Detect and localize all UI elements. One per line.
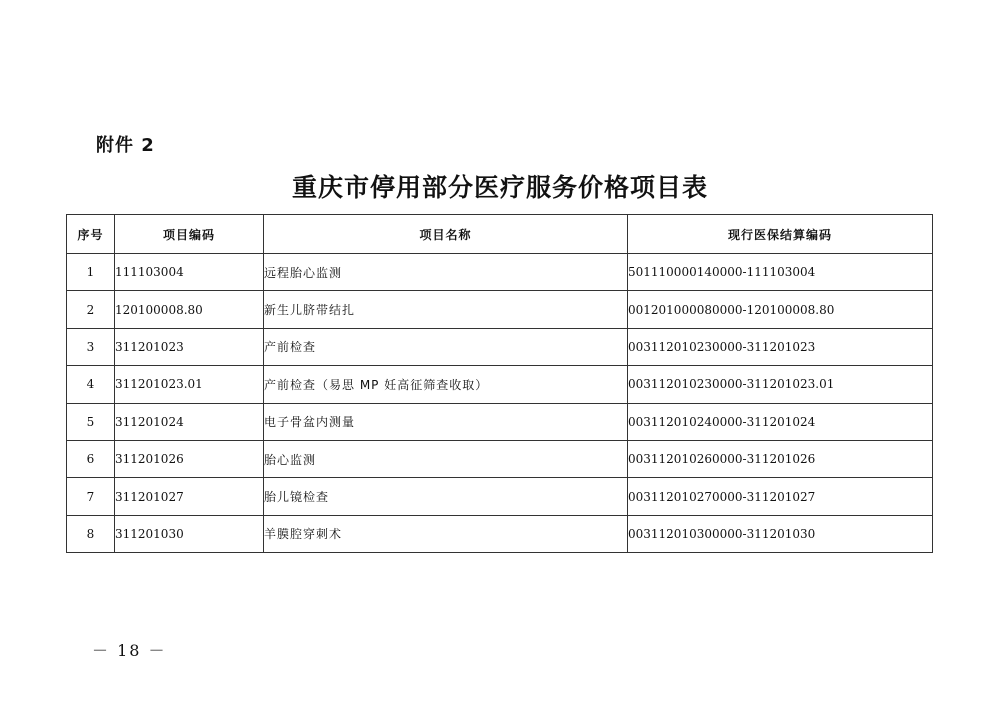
- table-row: [67, 291, 933, 328]
- cell-insurance-code: 003112010240000-311201024: [628, 403, 933, 440]
- cell-name: 胎儿镜检查: [264, 478, 628, 515]
- cell-insurance-code: 003112010270000-311201027: [628, 478, 933, 515]
- cell-code: 311201024: [115, 403, 264, 440]
- cell-insurance-code: 501110000140000-111103004: [628, 254, 933, 291]
- cell-name: 产前检查（易思 MP 妊高征筛查收取）: [264, 366, 628, 403]
- column-header-seq: 序号: [67, 215, 115, 254]
- column-header-name: 项目名称: [264, 215, 628, 254]
- cell-seq: 3: [67, 328, 115, 365]
- column-header-code: 项目编码: [115, 215, 264, 254]
- cell-name: 产前检查: [264, 328, 628, 365]
- table-row: [67, 440, 933, 477]
- cell-code: 311201023: [115, 328, 264, 365]
- table-row: [67, 403, 933, 440]
- price-items-table: [66, 214, 933, 553]
- cell-name: 胎心监测: [264, 440, 628, 477]
- cell-code: 311201026: [115, 440, 264, 477]
- table-row: [67, 328, 933, 365]
- column-header-insurance-code: 现行医保结算编码: [628, 215, 933, 254]
- cell-name: 羊膜腔穿刺术: [264, 515, 628, 552]
- cell-seq: 2: [67, 291, 115, 328]
- cell-seq: 4: [67, 366, 115, 403]
- cell-insurance-code: 003112010300000-311201030: [628, 515, 933, 552]
- cell-seq: 8: [67, 515, 115, 552]
- cell-code: 111103004: [115, 254, 264, 291]
- cell-insurance-code: 003112010230000-311201023.01: [628, 366, 933, 403]
- cell-code: 311201030: [115, 515, 264, 552]
- page-number: － 18 －: [92, 641, 167, 660]
- cell-code: 311201027: [115, 478, 264, 515]
- cell-name: 新生儿脐带结扎: [264, 291, 628, 328]
- cell-seq: 5: [67, 403, 115, 440]
- cell-name: 电子骨盆内测量: [264, 403, 628, 440]
- cell-code: 311201023.01: [115, 366, 264, 403]
- cell-seq: 6: [67, 440, 115, 477]
- cell-insurance-code: 003112010230000-311201023: [628, 328, 933, 365]
- cell-code: 120100008.80: [115, 291, 264, 328]
- cell-seq: 7: [67, 478, 115, 515]
- table-row: [67, 366, 933, 403]
- cell-seq: 1: [67, 254, 115, 291]
- cell-insurance-code: 003112010260000-311201026: [628, 440, 933, 477]
- attachment-label: 附件 2: [96, 135, 155, 156]
- cell-insurance-code: 001201000080000-120100008.80: [628, 291, 933, 328]
- table-row: [67, 515, 933, 552]
- table-header-row: [67, 215, 933, 254]
- table-row: [67, 478, 933, 515]
- document-title: 重庆市停用部分医疗服务价格项目表: [291, 173, 708, 202]
- cell-name: 远程胎心监测: [264, 254, 628, 291]
- table-row: [67, 254, 933, 291]
